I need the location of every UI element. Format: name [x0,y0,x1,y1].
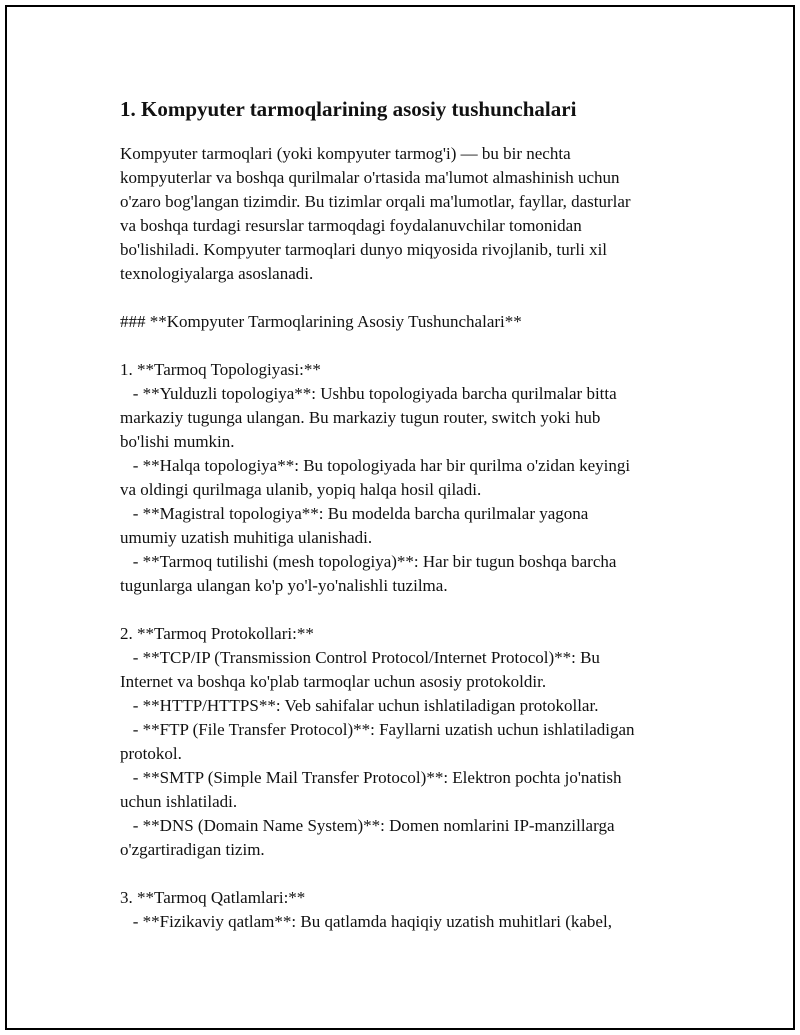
list-item-line: - **Yulduzli topologiya**: Ushbu topologiyada barcha qurilmalar bitta [120,384,617,403]
list-item-line: bo'lishi mumkin. [120,432,235,451]
list-item-line: - **Fizikaviy qatlam**: Bu qatlamda haqiqiy uzatish muhitlari (kabel, [120,912,612,931]
subheading-line: ### **Kompyuter Tarmoqlarining Asosiy Tushunchalari** [120,312,522,331]
paragraph-line: bo'lishiladi. Kompyuter tarmoqlari dunyo miqyosida rivojlanib, turli xil [120,240,608,259]
section-heading: 1. Kompyuter tarmoqlarining asosiy tushunchalari [120,97,577,121]
list-item-line: - **DNS (Domain Name System)**: Domen nomlarini IP-manzillarga [120,816,615,835]
list-item-line: Internet va boshqa ko'plab tarmoqlar uchun asosiy protokoldir. [120,672,547,691]
list-item-line: - **TCP/IP (Transmission Control Protocol/Internet Protocol)**: Bu [120,648,600,667]
list-item-line: - **Magistral topologiya**: Bu modelda barcha qurilmalar yagona [120,504,589,523]
list-item-line: protokol. [120,744,182,763]
list-item-line: - **HTTP/HTTPS**: Veb sahifalar uchun ishlatiladigan protokollar. [120,696,599,715]
list-item-line: markaziy tugunga ulangan. Bu markaziy tugun router, switch yoki hub [120,408,601,427]
paragraph-line: kompyuterlar va boshqa qurilmalar o'rtasida ma'lumot almashinish uchun [120,168,620,187]
page-frame [5,5,795,1030]
list-item-line: va oldingi qurilmaga ulanib, yopiq halqa hosil qiladi. [120,480,482,499]
paragraph-line: texnologiyalarga asoslanadi. [120,264,314,283]
list-heading: 1. **Tarmoq Topologiyasi:** [120,360,321,379]
list-item-line: - **Halqa topologiya**: Bu topologiyada har bir qurilma o'zidan keyingi [120,456,631,475]
list-item-line: - **Tarmoq tutilishi (mesh topologiya)**: Har bir tugun boshqa barcha [120,552,617,571]
list-item-line: - **SMTP (Simple Mail Transfer Protocol)**: Elektron pochta jo'natish [120,768,622,787]
list-item-line: o'zgartiradigan tizim. [120,840,265,859]
list-item-line: umumiy uzatish muhitiga ulanishadi. [120,528,373,547]
list-item-line: tugunlarga ulangan ko'p yo'l-yo'nalishli tuzilma. [120,576,448,595]
list-heading: 3. **Tarmoq Qatlamlari:** [120,888,306,907]
paragraph-line: Kompyuter tarmoqlari (yoki kompyuter tarmog'i) — bu bir nechta [120,144,571,163]
paragraph-line: o'zaro bog'langan tizimdir. Bu tizimlar orqali ma'lumotlar, fayllar, dasturlar [120,192,631,211]
list-heading: 2. **Tarmoq Protokollari:** [120,624,314,643]
paragraph-line: va boshqa turdagi resurslar tarmoqdagi foydalanuvchilar tomonidan [120,216,582,235]
list-item-line: uchun ishlatiladi. [120,792,238,811]
list-item-line: - **FTP (File Transfer Protocol)**: Fayllarni uzatish uchun ishlatiladigan [120,720,635,739]
